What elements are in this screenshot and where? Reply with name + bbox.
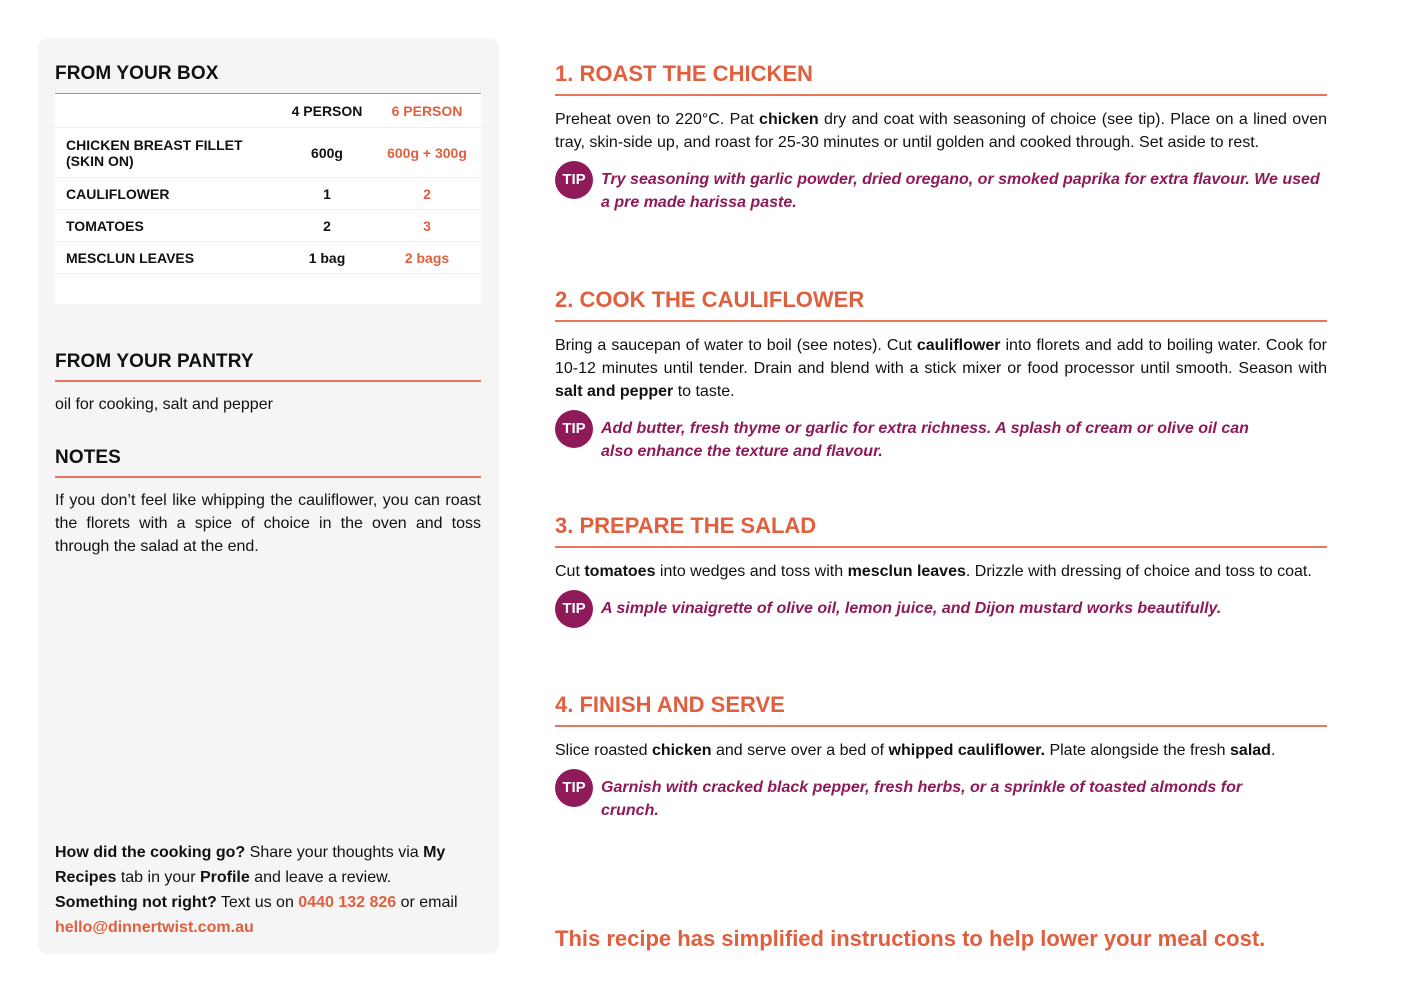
table-row (55, 242, 481, 274)
qty-6: 2 (423, 185, 431, 202)
step-divider (555, 725, 1327, 727)
step-title: 4. FINISH AND SERVE (555, 692, 785, 717)
table-row (55, 178, 481, 210)
ingredients-table (55, 94, 481, 304)
step-title: 3. PREPARE THE SALAD (555, 513, 817, 538)
tip-badge-icon: TIP (555, 410, 593, 448)
bold-ingredient: mesclun leaves (847, 562, 966, 580)
qty-6: 2 bags (404, 249, 450, 266)
table-row (55, 210, 481, 242)
ingredient-name: CAULIFLOWER (66, 185, 170, 202)
bold-ingredient: whipped cauliflower. (888, 741, 1045, 759)
bold-ingredient: tomatoes (584, 562, 656, 580)
table-row (55, 128, 481, 178)
tip (555, 597, 1327, 628)
tip-text: Garnish with cracked black pepper, fresh herbs, or a sprinkle of toasted almonds for crunch. (601, 778, 1243, 819)
step-divider (555, 546, 1327, 548)
step-4 (555, 692, 1327, 822)
step-divider (555, 320, 1327, 322)
email-link[interactable]: hello@dinnertwist.com.au (55, 919, 254, 936)
pantry-divider (55, 380, 481, 382)
footer-note: This recipe has simplified instructions to help lower your meal cost. (555, 926, 1266, 951)
tip-text: Try seasoning with garlic powder, dried oregano, or smoked paprika for extra flavour. We used a pre made harissa paste. (601, 170, 1320, 211)
pantry-text: oil for cooking, salt and pepper (55, 396, 273, 413)
pantry-title: FROM YOUR PANTRY (55, 351, 254, 372)
step-divider (555, 94, 1327, 96)
step-title: 2. COOK THE CAULIFLOWER (555, 287, 865, 312)
tip-badge-icon: TIP (555, 590, 593, 628)
qty-4: 1 (323, 185, 331, 202)
bold-ingredient: chicken (759, 110, 819, 128)
notes-title: NOTES (55, 447, 121, 468)
tip-badge-icon: TIP (555, 161, 593, 199)
step-body: Slice roasted chicken and serve over a bed of whipped cauliflower. Plate alongside the fresh salad. (555, 741, 1276, 759)
qty-4: 600g (311, 144, 343, 161)
notes-divider (55, 476, 481, 478)
step-1 (555, 61, 1327, 214)
tip-text: Add butter, fresh thyme or garlic for extra richness. A splash of cream or olive oil can also enhance the texture and flavour. (601, 419, 1249, 460)
qty-4: 1 bag (308, 249, 346, 266)
qty-6: 600g + 300g (387, 144, 467, 161)
ingredient-name: TOMATOES (66, 217, 144, 234)
tip-badge-icon: TIP (555, 769, 593, 807)
qty-6: 3 (423, 217, 431, 234)
bold-ingredient: cauliflower (916, 336, 1001, 354)
box-title: FROM YOUR BOX (55, 63, 219, 84)
col-6-person: 6 PERSON (391, 102, 463, 119)
phone-link[interactable]: 0440 132 826 (298, 894, 397, 911)
step-2 (555, 287, 1327, 463)
ingredient-name: CHICKEN BREAST FILLET (SKIN ON) (66, 136, 243, 169)
col-4-person: 4 PERSON (291, 102, 363, 119)
step-title: 1. ROAST THE CHICKEN (555, 61, 813, 86)
tip (555, 776, 1327, 822)
tip (555, 417, 1327, 463)
step-body: Preheat oven to 220°C. Pat chicken dry and coat with seasoning of choice (see tip). Place on a lined oven tray, skin-side up, and roast for 25-30 minutes or until golden and cooked through. Set aside to rest. (555, 110, 1327, 151)
bold-ingredient: chicken (651, 741, 712, 759)
notes-text: If you don’t feel like whipping the cauliflower, you can roast the florets with a spice of choice in the oven and toss through the salad at the end. (55, 492, 481, 555)
tip (555, 168, 1327, 214)
bold-ingredient: salad (1230, 741, 1271, 759)
bold-ingredient: salt and pepper (555, 382, 674, 400)
qty-4: 2 (323, 217, 331, 234)
contact-info: How did the cooking go? Share your thoughts via My Recipes tab in your Profile and leave a review. Something not right? Text us on 0440 132 826 or email hello@dinnertwist.com.au (55, 844, 458, 936)
ingredients-panel (38, 38, 499, 954)
tip-text: A simple vinaigrette of olive oil, lemon juice, and Dijon mustard works beautifully. (601, 599, 1222, 617)
table-spacer (55, 274, 481, 304)
step-body: Cut tomatoes into wedges and toss with mesclun leaves. Drizzle with dressing of choice and toss to coat. (555, 562, 1312, 580)
step-3 (555, 513, 1327, 628)
table-header (55, 94, 481, 128)
step-body: Bring a saucepan of water to boil (see notes). Cut cauliflower into florets and add to boiling water. Cook for 10-12 minutes until tender. Drain and blend with a stick mixer or food processor until smooth. Season with salt and pepper to taste. (555, 336, 1328, 400)
ingredient-name: MESCLUN LEAVES (66, 249, 195, 266)
